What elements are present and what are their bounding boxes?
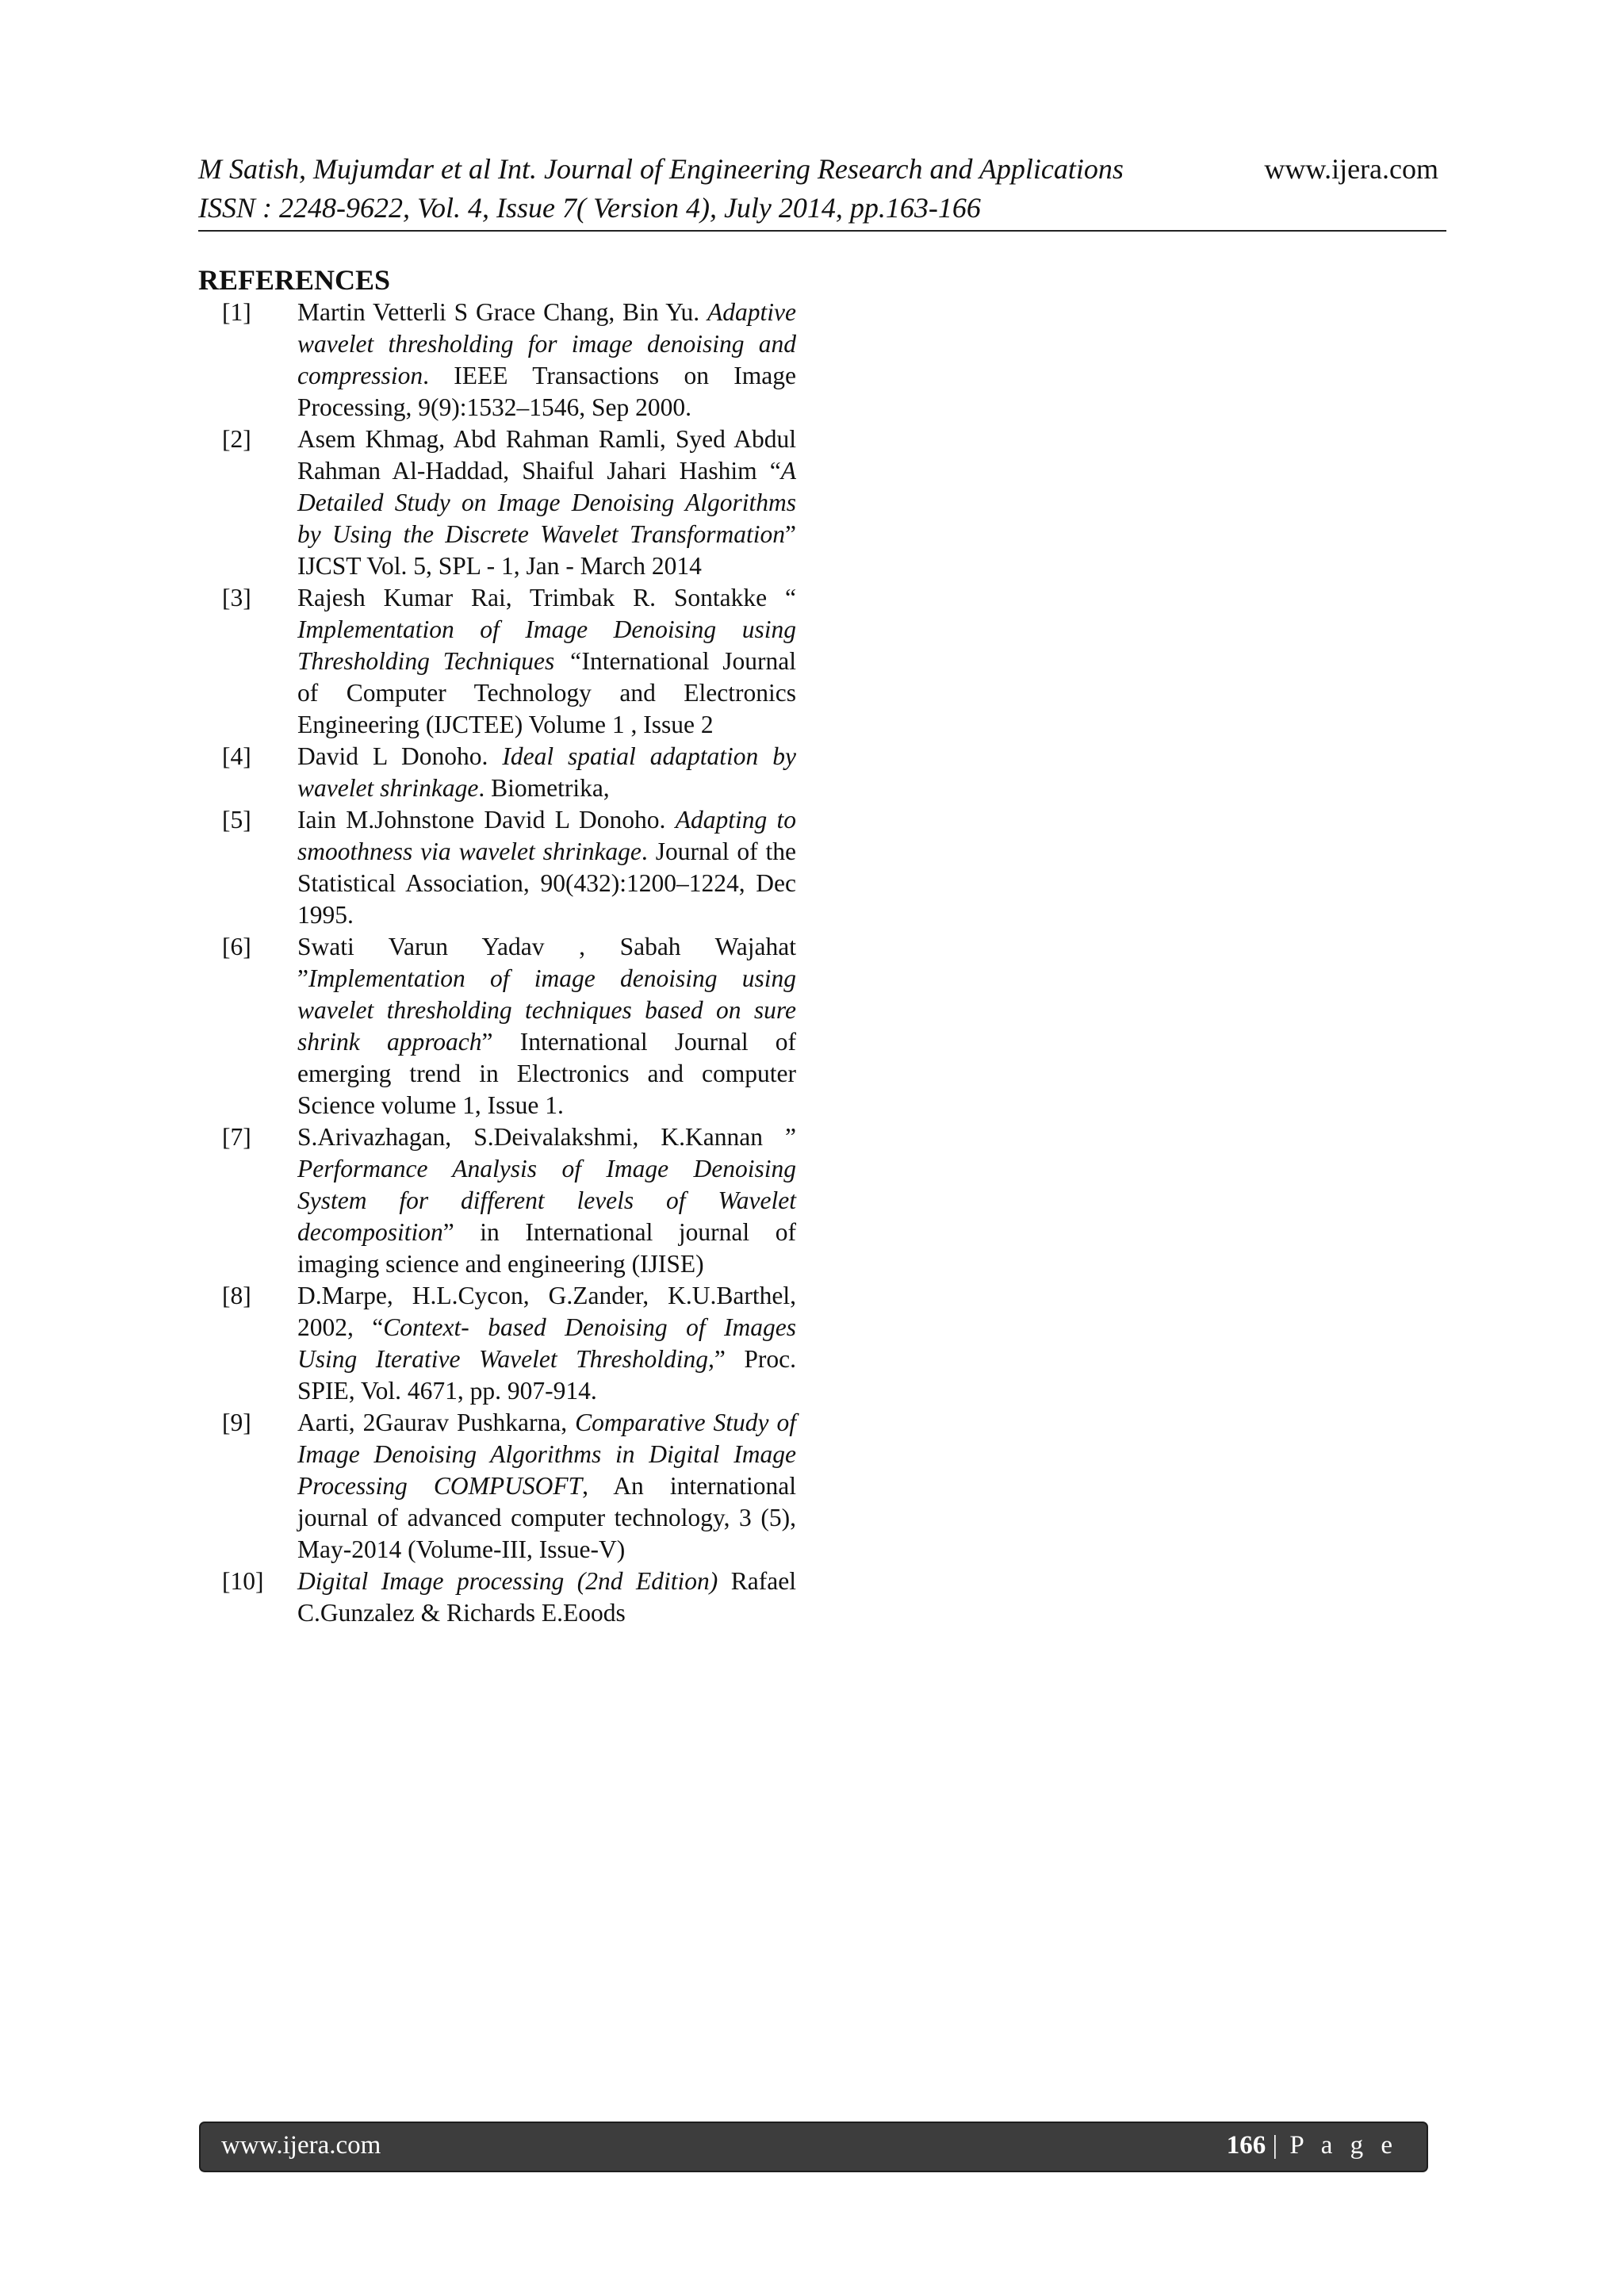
reference-number: [8] [222,1282,251,1309]
reference-text-segment: David L Donoho. [297,742,503,770]
reference-title-segment: Implementation of image denoising using wavelet thresholding techniques based on sure shrink approach [297,964,796,1056]
reference-title-segment: Adaptive wavelet thresholding for image denoising and compression [297,298,796,389]
journal-website: www.ijera.com [1264,153,1438,185]
reference-text-segment: , An international journal of advanced computer technology, 3 (5), May-2014 (Volume-III, Issue-V) [297,1472,797,1563]
reference-title-segment: A Detailed Study on Image Denoising Algorithms by Using the Discrete Wavelet Transformation [297,457,796,548]
reference-text [297,1407,796,1566]
reference-number: [10] [222,1567,264,1595]
reference-item [222,1407,796,1566]
reference-text-segment: Iain M.Johnstone David L Donoho. [297,806,676,834]
reference-title-segment: Digital Image processing (2nd Edition) [297,1567,718,1595]
footer-page-info [1227,2131,1398,2160]
reference-text-segment: Aarti, 2Gaurav Pushkarna, [297,1409,576,1436]
reference-number: [5] [222,806,251,834]
reference-text-segment: ” International Journal of emerging trend in Electronics and computer Science volume 1, Issue 1. [297,1028,796,1119]
reference-text [297,931,796,1121]
reference-text-segment: ” in International journal of imaging science and engineering (IJISE) [297,1218,796,1278]
reference-number: [9] [222,1409,251,1436]
reference-number: [7] [222,1123,251,1151]
page-header [198,152,1446,232]
reference-title-segment: Context- based Denoising of Images Using Iterative Wavelet Thresholding, [297,1313,796,1373]
reference-item [222,1121,796,1280]
reference-item [222,1280,796,1407]
reference-text-segment: Asem Khmag, Abd Rahman Ramli, Syed Abdul Rahman Al-Haddad, Shaiful Jahari Hashim “ [297,425,796,485]
reference-text-segment: International Journal of Computer Technology and Electronics Engineering (IJCTEE) Volume 1 , Issue 2 [297,647,796,738]
reference-text-segment: Swati Varun Yadav , Sabah Wajahat ” [297,933,796,992]
journal-citation-line: M Satish, Mujumdar et al Int. Journal of Engineering Research and Applications [198,153,1124,185]
reference-text [297,582,796,741]
reference-number: [4] [222,742,251,770]
reference-text [297,1121,796,1280]
reference-text [297,297,796,424]
page-separator: | [1272,2131,1284,2160]
references-heading: REFERENCES [198,264,391,296]
reference-text-segment: . Biometrika, [478,774,610,802]
reference-text-segment: Martin Vetterli S Grace Chang, Bin Yu. [297,298,708,326]
reference-title-segment: Ideal spatial adaptation by wavelet shrinkage [297,742,796,802]
reference-title-segment: Implementation of Image Denoising using Thresholding Techniques “ [297,615,796,675]
reference-text [297,424,796,582]
footer-website: www.ijera.com [221,2131,381,2160]
reference-text-segment: Rajesh Kumar Rai, Trimbak R. Sontakke “ [297,584,796,611]
issn-volume-line: ISSN : 2248-9622, Vol. 4, Issue 7( Version 4), July 2014, pp.163-166 [198,192,981,224]
reference-number: [1] [222,298,251,326]
reference-item [222,931,796,1121]
reference-text [297,804,796,931]
page-footer [199,2122,1428,2172]
reference-text-segment: ” IJCST Vol. 5, SPL - 1, Jan - March 2014 [297,520,796,580]
reference-item [222,1566,796,1629]
reference-text [297,741,796,804]
reference-item [222,297,796,424]
reference-title-segment: Performance Analysis of Image Denoising System for different levels of Wavelet decomposition [297,1155,796,1246]
reference-text-segment: Rafael C.Gunzalez & Richards E.Eoods [297,1567,796,1627]
reference-text-segment: . IEEE Transactions on Image Processing, 9(9):1532–1546, Sep 2000. [297,362,796,421]
reference-item [222,424,796,582]
reference-text-segment: ” Proc. SPIE, Vol. 4671, pp. 907-914. [297,1345,796,1405]
reference-number: [6] [222,933,251,960]
reference-list [222,297,796,1629]
reference-text [297,1280,796,1407]
reference-text [297,1566,796,1629]
reference-text-segment: S.Arivazhagan, S.Deivalakshmi, K.Kannan ” [297,1123,796,1151]
reference-number: [3] [222,584,251,611]
page-label: P a g e [1289,2131,1398,2160]
reference-text-segment: . Journal of the Statistical Association, 90(432):1200–1224, Dec 1995. [297,838,796,929]
reference-item [222,582,796,741]
page-number: 166 [1226,2131,1266,2160]
reference-title-segment: Adapting to smoothness via wavelet shrinkage [297,806,796,865]
reference-title-segment: Comparative Study of Image Denoising Algorithms in Digital Image Processing COMPUSOFT [297,1409,796,1500]
reference-number: [2] [222,425,251,453]
reference-item [222,741,796,804]
reference-item [222,804,796,931]
reference-text-segment: D.Marpe, H.L.Cycon, G.Zander, K.U.Barthel, 2002, “ [297,1282,796,1341]
